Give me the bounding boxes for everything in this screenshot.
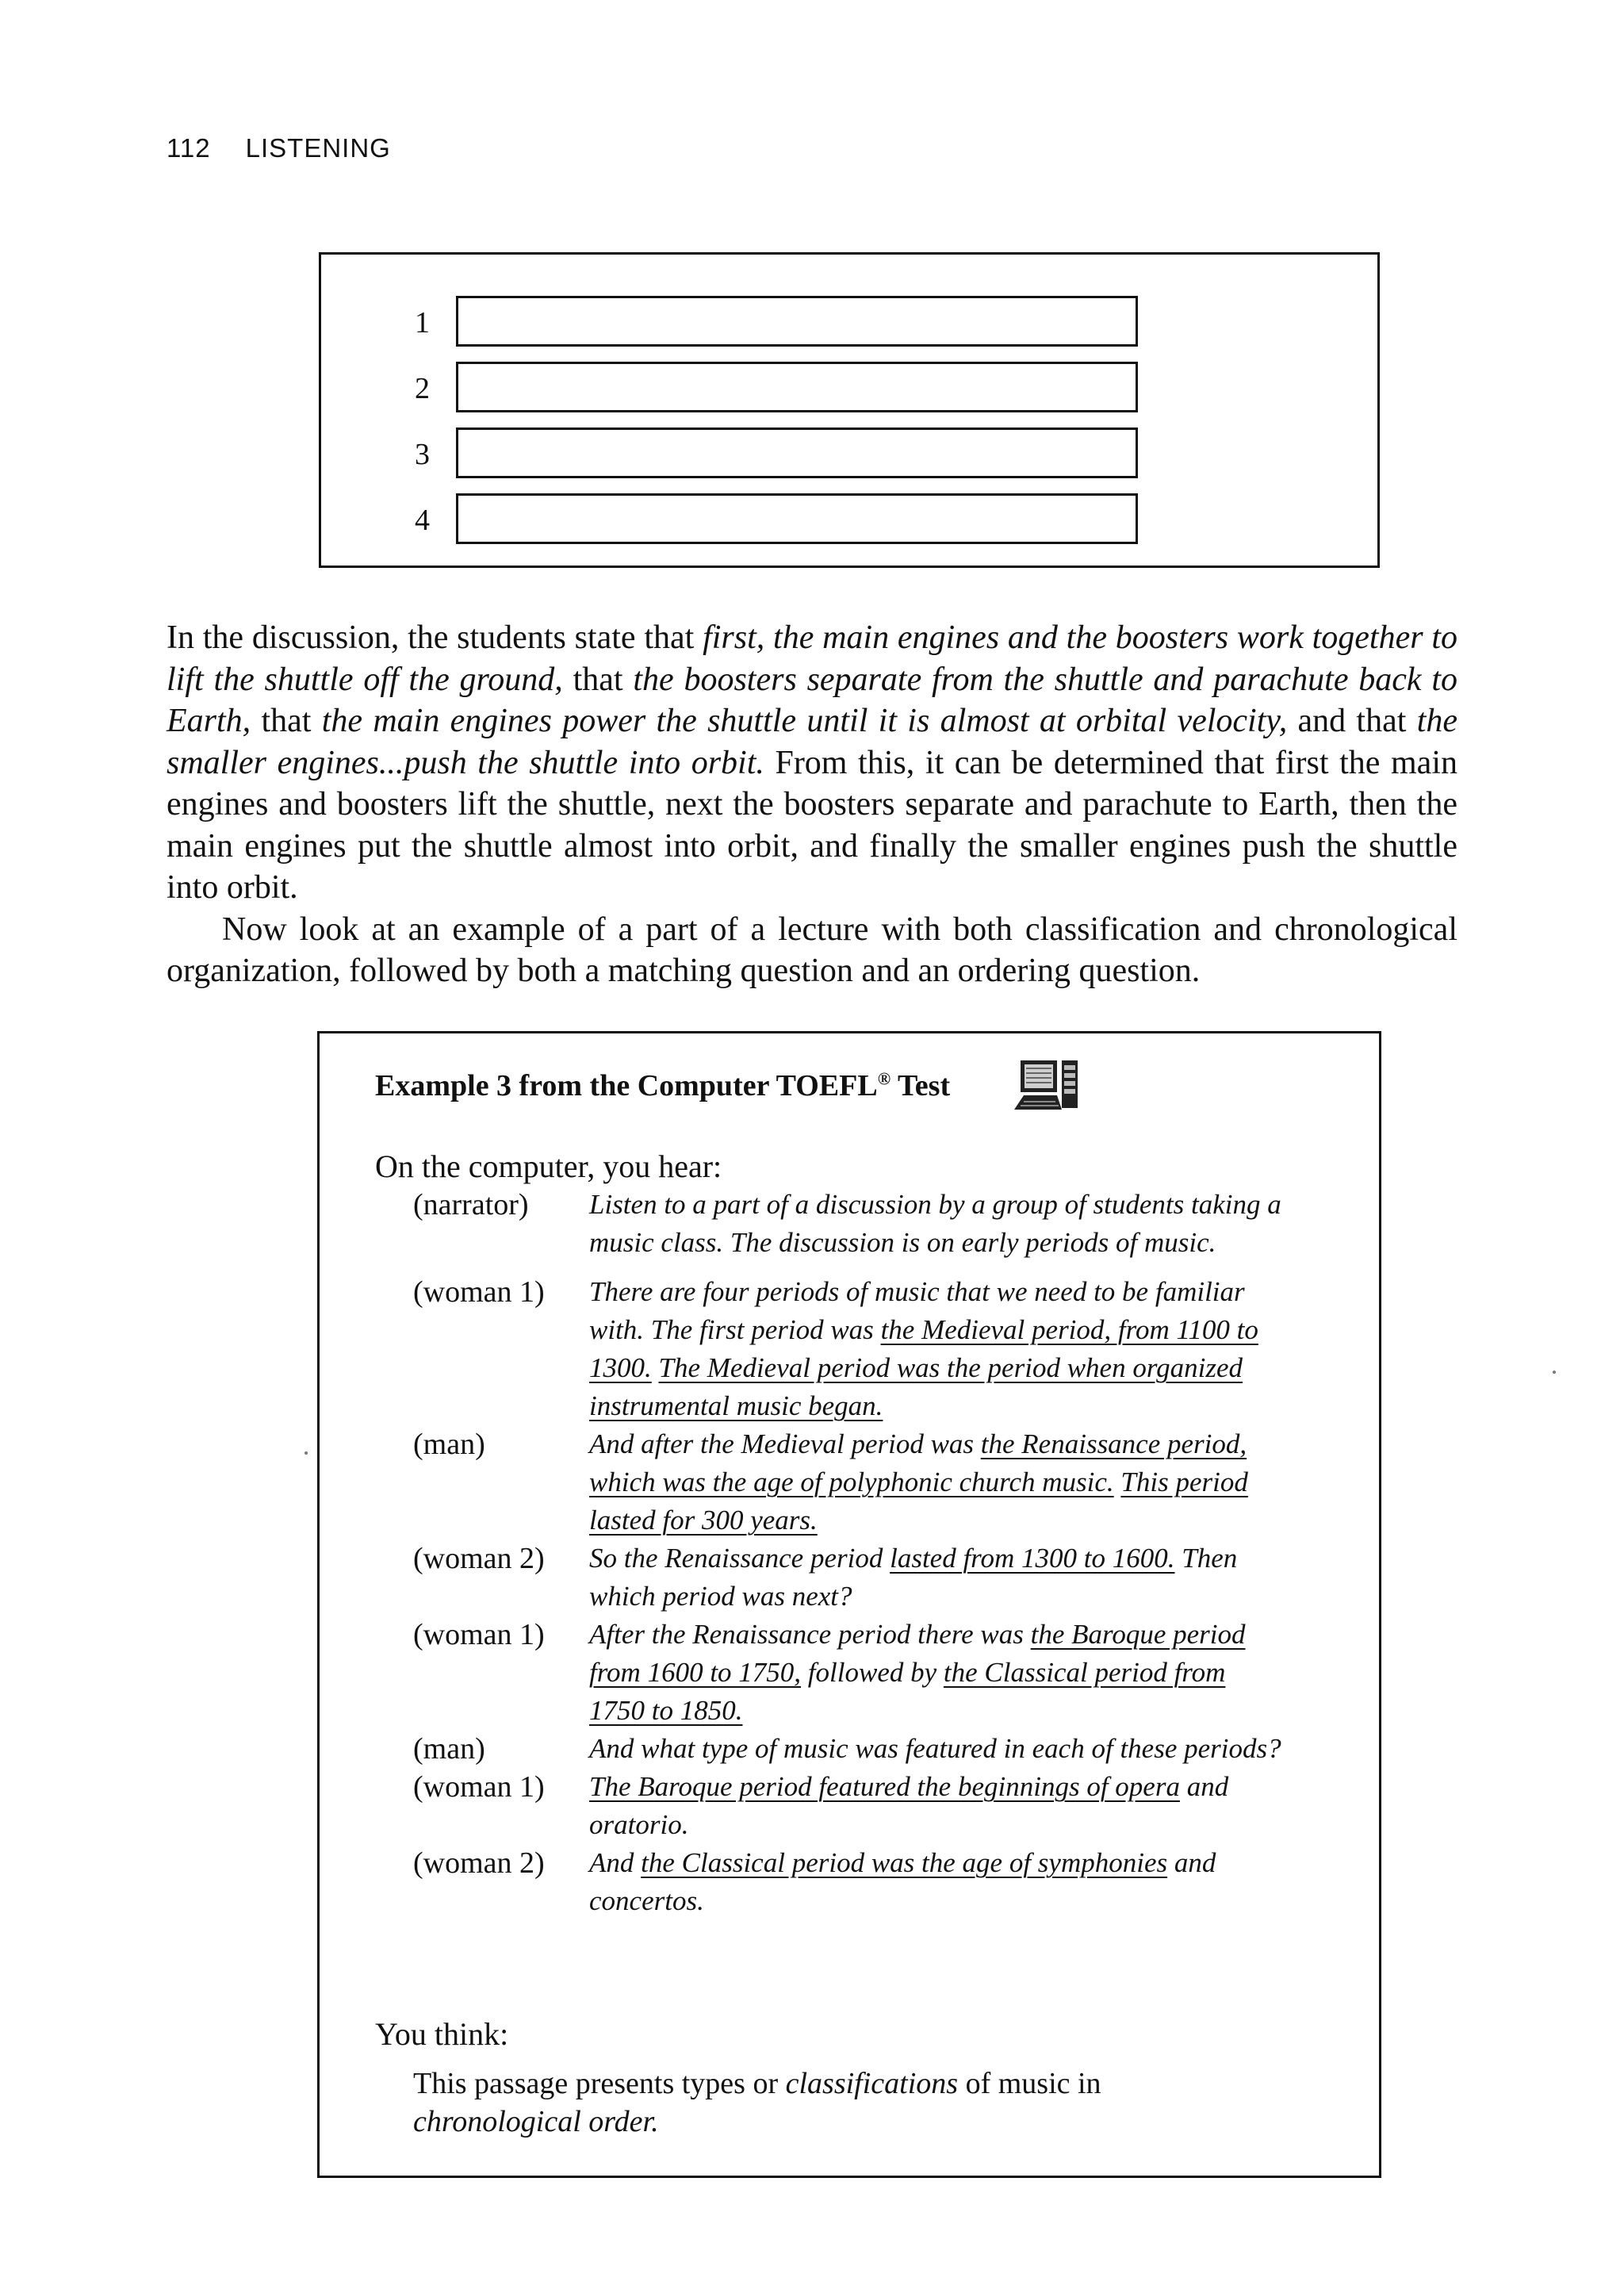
utterance-text: Then which period was next?	[589, 1543, 1238, 1612]
utterance	[589, 1768, 1287, 1844]
speaker-label: (woman 2)	[413, 1846, 545, 1880]
ordering-row	[321, 493, 1377, 544]
example-title	[375, 1068, 950, 1103]
utterance-text	[652, 1352, 659, 1383]
example-title-text: Example 3 from the Computer TOEFL	[375, 1069, 878, 1102]
underlined-text: the Classical period from 1750 to 1850.	[589, 1657, 1226, 1726]
utterance-text: And	[589, 1847, 642, 1878]
scan-speck	[304, 1451, 308, 1455]
dialogue-line	[413, 1273, 1301, 1425]
registered-mark: ®	[877, 1068, 891, 1089]
utterance	[589, 1539, 1287, 1616]
ordering-row	[321, 428, 1377, 478]
section-title: LISTENING	[245, 133, 391, 163]
italic-quote: first, the main engines and the boosters work together to lift the shuttle off the ground,	[167, 619, 1457, 698]
body-text	[167, 617, 1457, 992]
slot-number: 4	[415, 504, 430, 537]
underlined-text: the Medieval period, from 1100 to 1300.	[589, 1314, 1258, 1383]
answer-slot-2[interactable]	[456, 362, 1138, 412]
utterance-text: After the Renaissance period there was	[589, 1619, 1031, 1650]
italic-quote: the boosters separate from the shuttle and parachute back to Earth,	[167, 661, 1457, 739]
conclusion	[413, 2065, 1206, 2141]
slot-number: 3	[415, 438, 430, 471]
underlined-text: the Renaissance period, which was the age of polyphonic church music.	[589, 1428, 1247, 1497]
text-run: that	[251, 703, 322, 739]
ordering-row	[321, 296, 1377, 347]
utterance	[589, 1273, 1287, 1425]
text-run: This passage presents types or	[413, 2067, 786, 2100]
scan-speck	[1553, 1371, 1556, 1374]
you-think-label: You think:	[375, 2016, 509, 2052]
speaker-label: (woman 1)	[413, 1275, 545, 1309]
utterance	[589, 1186, 1287, 1262]
dialogue-line	[413, 1730, 1301, 1768]
underlined-text: The Baroque period featured the beginnings of opera	[589, 1771, 1180, 1802]
dialogue-line	[413, 1768, 1301, 1844]
text-run: In the discussion, the students state that	[167, 619, 703, 656]
page-number: 112	[167, 133, 211, 163]
speaker-label: (woman 2)	[413, 1542, 545, 1575]
italic-quote: the main engines power the shuttle until it is almost at orbital velocity,	[321, 703, 1288, 739]
intro-paragraph: Now look at an example of a part of a lecture with both classification and chronological organization, followed by both a matching question and an ordering question.	[167, 911, 1457, 989]
utterance-text: And what type of music was featured in each of these periods?	[589, 1733, 1281, 1764]
speaker-label: (woman 1)	[413, 1770, 545, 1804]
ordering-answer-box	[319, 252, 1380, 568]
utterance-text: So the Renaissance period	[589, 1543, 891, 1574]
text-run: of music in	[958, 2067, 1101, 2100]
utterance-text: There are four periods of music that we need to be familiar with. The first period was	[589, 1276, 1245, 1345]
speaker-label: (woman 1)	[413, 1618, 545, 1651]
italic-term: classifications	[785, 2067, 959, 2100]
italic-quote: the smaller engines...push the shuttle into orbit.	[167, 703, 1458, 781]
underlined-text: The Medieval period was the period when organized instrumental music began.	[589, 1352, 1243, 1421]
underlined-text: This period lasted for 300 years.	[589, 1467, 1248, 1536]
utterance-text: and concertos.	[589, 1847, 1216, 1916]
example-title-end: Test	[891, 1069, 951, 1102]
text-run: that	[562, 661, 634, 698]
utterance-text: Listen to a part of a discussion by a group of students taking a music class. The discussion is on early periods of music.	[589, 1189, 1281, 1258]
dialogue-line	[413, 1844, 1301, 1920]
answer-slot-3[interactable]	[456, 428, 1138, 478]
slot-number: 2	[415, 372, 430, 405]
dialogue-line	[413, 1539, 1301, 1616]
utterance	[589, 1425, 1287, 1539]
utterance-text: followed by	[801, 1657, 944, 1688]
text-run: From this, it can be determined that first the main engines and boosters lift the shuttle, next the boosters separate and parachute to Earth, then the main engines put the shuttle almost into orbit, and finally the smaller engines push the shuttle into orbit.	[167, 744, 1457, 906]
underlined-text: lasted from 1300 to 1600.	[890, 1543, 1175, 1574]
slot-number: 1	[415, 306, 430, 339]
answer-slot-4[interactable]	[456, 493, 1138, 544]
speaker-label: (man)	[413, 1428, 485, 1461]
dialogue	[413, 1186, 1301, 1920]
speaker-label: (narrator)	[413, 1188, 529, 1221]
underlined-text: the Classical period was the age of symphonies	[641, 1847, 1168, 1878]
discussion-paragraph	[167, 617, 1457, 909]
example-box	[317, 1031, 1381, 2178]
speaker-label: (man)	[413, 1732, 485, 1766]
utterance	[589, 1844, 1287, 1920]
text-run: and that	[1287, 703, 1417, 739]
on-computer-label: On the computer, you hear:	[375, 1148, 722, 1184]
running-head	[167, 133, 391, 163]
dialogue-line	[413, 1616, 1301, 1730]
ordering-row	[321, 362, 1377, 412]
dialogue-line	[413, 1425, 1301, 1539]
utterance	[589, 1730, 1287, 1768]
computer-icon	[1013, 1057, 1081, 1114]
italic-term: chronological order.	[413, 2105, 659, 2138]
answer-slot-1[interactable]	[456, 296, 1138, 347]
utterance	[589, 1616, 1287, 1730]
utterance-text: and oratorio.	[589, 1771, 1229, 1840]
utterance-text: And after the Medieval period was	[589, 1428, 981, 1459]
dialogue-line	[413, 1186, 1301, 1262]
underlined-text: the Baroque period from 1600 to 1750,	[589, 1619, 1246, 1688]
